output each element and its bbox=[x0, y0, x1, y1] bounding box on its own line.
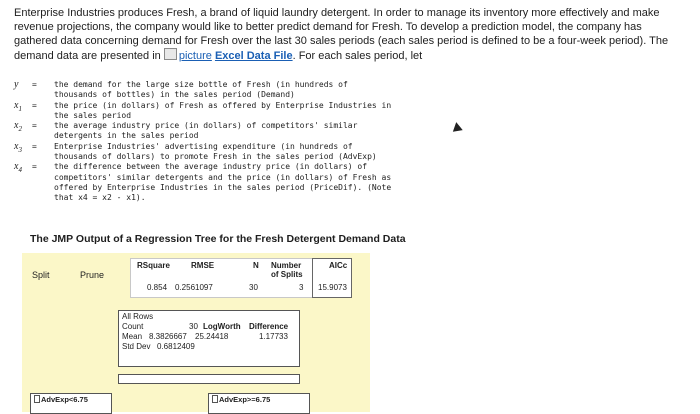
definition-line: detergents in the sales period bbox=[54, 131, 199, 141]
definition-x4 bbox=[14, 162, 454, 203]
leaf-left-label: AdvExp<6.75 bbox=[34, 395, 88, 404]
splits-header: Number bbox=[271, 261, 302, 270]
prune-button[interactable]: Prune bbox=[80, 270, 105, 280]
equals-sign: = bbox=[32, 121, 37, 131]
picture-link[interactable]: picture bbox=[178, 50, 212, 62]
definition-line: thousands of dollars) to promote Fresh in the sales period (AdvExp) bbox=[54, 152, 377, 162]
aicc-value: 15.9073 bbox=[318, 283, 347, 292]
intro-line-4-start: demand data are presented in bbox=[14, 50, 161, 62]
difference-value: 1.17733 bbox=[259, 332, 288, 341]
mouse-cursor-icon bbox=[451, 121, 462, 132]
definition-x3 bbox=[14, 142, 454, 163]
rsquare-value: 0.854 bbox=[147, 283, 168, 292]
node-title: All Rows bbox=[122, 312, 154, 321]
splits-header-line-2: of Splits bbox=[271, 270, 303, 279]
tree-root-node[interactable] bbox=[118, 310, 300, 367]
split-button[interactable]: Split bbox=[32, 270, 50, 280]
count-label: Count bbox=[122, 322, 144, 331]
intro-line-4-end: . For each sales period, let bbox=[292, 50, 423, 62]
stddev-value: 0.6812409 bbox=[157, 342, 195, 351]
symbol-x1: $x_1$ bbox=[14, 99, 22, 113]
definition-line: offered by Enterprise Industries in the sales period (PriceDif). (Note bbox=[54, 182, 392, 192]
definition-line: that x4 = x2 - x1). bbox=[54, 193, 146, 203]
definition-line: the sales period bbox=[54, 110, 132, 120]
symbol-x4: $x_4$ bbox=[14, 161, 22, 175]
intro-line-1: Enterprise Industries produces Fresh, a brand of liquid laundry detergent. In order to manage its inventory more effectively and make bbox=[14, 7, 660, 19]
aicc-cell bbox=[312, 258, 352, 298]
equals-sign: = bbox=[32, 100, 37, 110]
n-value: 30 bbox=[249, 283, 258, 292]
definition-line: the price (in dollars) of Fresh as offered by Enterprise Industries in bbox=[54, 100, 392, 110]
aicc-header: AICc bbox=[329, 261, 348, 270]
node-icon bbox=[34, 395, 40, 403]
definition-x1 bbox=[14, 101, 454, 122]
stddev-label: Std Dev bbox=[122, 342, 151, 351]
node-icon bbox=[212, 395, 218, 403]
definition-line: thousands of bottles) in the sales period (Demand) bbox=[54, 90, 295, 100]
symbol-x3: $x_3$ bbox=[14, 140, 22, 154]
tree-leaf-left[interactable] bbox=[30, 393, 112, 414]
splits-value: 3 bbox=[299, 283, 304, 292]
difference-label: Difference bbox=[249, 322, 289, 331]
equals-sign: = bbox=[32, 162, 37, 172]
equals-sign: = bbox=[32, 141, 37, 151]
tree-connector bbox=[118, 374, 300, 384]
logworth-label: LogWorth bbox=[203, 322, 241, 331]
tree-leaf-right[interactable] bbox=[208, 393, 310, 414]
definition-line: Enterprise Industries' advertising expenditure (in hundreds of bbox=[54, 141, 353, 151]
jmp-output-title: The JMP Output of a Regression Tree for the Fresh Detergent Demand Data bbox=[30, 233, 406, 245]
n-header: N bbox=[253, 261, 259, 270]
definition-line: competitors' similar detergents and the price (in dollars) of Fresh as bbox=[54, 172, 392, 182]
logworth-value: 25.24418 bbox=[195, 332, 229, 341]
intro-line-3: gathered data concerning demand for Fresh over the last 30 sales periods (each sales period is defined to be a four-week period). The bbox=[14, 35, 669, 47]
definition-line: the average industry price (in dollars) of competitors' similar bbox=[54, 121, 358, 131]
excel-data-file-link[interactable]: Excel Data File bbox=[214, 50, 293, 62]
definition-line: the difference between the average industry price (in dollars) of bbox=[54, 162, 368, 172]
intro-line-4 bbox=[14, 48, 694, 63]
problem-intro bbox=[14, 6, 694, 63]
definition-line: the demand for the large size bottle of Fresh (in hundreds of bbox=[54, 80, 348, 89]
mean-label: Mean bbox=[122, 332, 143, 341]
leaf-right-label: AdvExp>=6.75 bbox=[212, 395, 270, 404]
definition-x2 bbox=[14, 121, 454, 142]
broken-image-icon bbox=[164, 48, 177, 60]
rmse-header: RMSE bbox=[191, 261, 215, 270]
equals-sign: = bbox=[32, 80, 37, 89]
rsquare-header: RSquare bbox=[137, 261, 170, 270]
definition-y bbox=[14, 80, 454, 101]
count-value: 30 bbox=[189, 322, 198, 331]
symbol-y: y bbox=[14, 79, 19, 90]
intro-line-2: revenue projections, the company would like to better predict demand for Fresh. To develop a prediction model, the company has bbox=[14, 21, 642, 33]
mean-value: 8.3826667 bbox=[149, 332, 187, 341]
symbol-x2: $x_2$ bbox=[14, 120, 22, 134]
rmse-value: 0.2561097 bbox=[175, 283, 213, 292]
variable-definitions bbox=[14, 80, 454, 204]
